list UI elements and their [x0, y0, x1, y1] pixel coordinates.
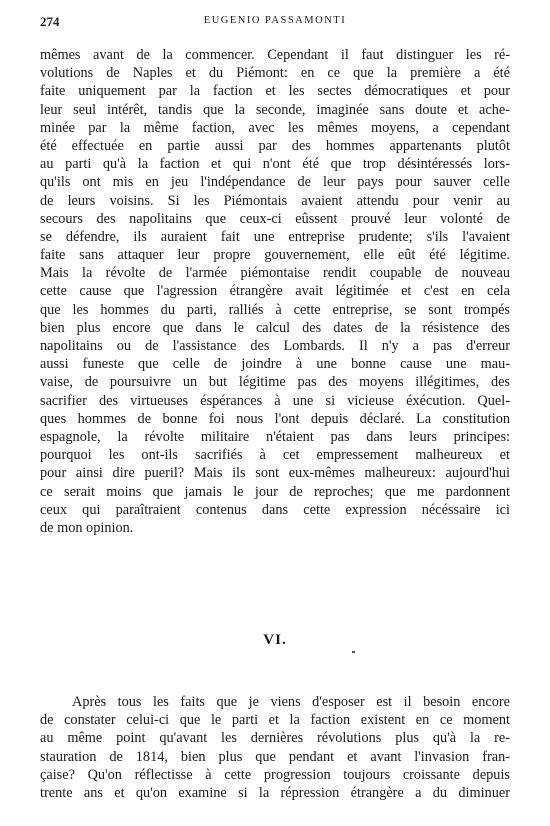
text-line: été effectuée en partie aussi par des hommes appartenants plutôt: [40, 137, 510, 154]
text-line: secours des napolitains que ceux-ci eûssent prouvé leur volonté de: [40, 210, 510, 227]
text-line: au parti qu'à la faction et qui n'ont été que trop désintéressés lors-: [40, 156, 510, 173]
text-line: de constater celui-ci que le parti et la faction existent en ce moment: [40, 712, 510, 729]
text-line: espagnole, la révolte militaire n'étaient pas dans leurs principes:: [40, 428, 510, 445]
text-line: ques hommes de bonne foi nous l'ont depuis déclaré. La constitution: [40, 410, 510, 427]
running-title: EUGENIO PASSAMONTI: [203, 15, 347, 26]
text-line: que les hommes du parti, ralliés à cette entreprise, se sont trompés: [40, 301, 510, 318]
text-line: ceux qui paraîtraient contenus dans cette expression nécéssaire ici: [40, 501, 510, 518]
text-line: ce serait moins que jamais le jour de reproches; que me pardonnent: [40, 483, 510, 500]
text-line: Après tous les faits que je viens d'esposer est il besoin encore: [72, 694, 510, 710]
text-line: sacrifier des virtueuses éspérances à une si vicieuse éxécution. Quel-: [40, 392, 510, 409]
paragraph-2: [40, 693, 510, 802]
text-line: volutions de Naples et du Piémont: en ce que la première a été: [40, 65, 510, 82]
text-line: qu'ils ont mis en jeu l'indépendance de leur pays pour sauver celle: [40, 174, 510, 191]
section-heading: VI.: [263, 632, 287, 648]
text-line: Mais la révolte de l'armée piémontaise rendit coupable de nouveau: [40, 265, 510, 282]
text-line: faite sans attaquer leur propre gouvernement, elle eût été légitime.: [40, 247, 510, 264]
text-line: cette cause que l'agression étrangère avait légitimée et c'est en cela: [40, 283, 510, 300]
text-line: stauration de 1814, bien plus que pendant et avant l'invasion fran-: [40, 748, 510, 765]
text-line: leur seul intérêt, tandis que la seconde, imaginée sans doute et ache-: [40, 101, 510, 118]
text-line: vaise, de poursuivre un but légitime pas des moyens illégitimes, des: [40, 374, 510, 391]
text-line: faite uniquement par la faction et les sectes démocratiques et pour: [40, 83, 510, 100]
text-line: au même point qu'avant les dernières révolutions plus qu'à la re-: [40, 730, 510, 747]
text-line: de mon opinion.: [40, 519, 134, 536]
text-line: napolitains ou de l'assistance des Lombards. Il n'y a pas d'erreur: [40, 338, 510, 354]
text-line: pourquoi les ont-ils sacrifiés à cet empressement malheureux et: [40, 447, 510, 464]
page-number: 274: [40, 14, 60, 29]
text-line: se défendre, ils auraient fait une entreprise prudente; s'ils l'avaient: [40, 228, 510, 245]
text-line: çaise? Qu'on réflectisse à cette progression toujours croissante depuis: [40, 766, 510, 783]
text-line: bien plus encore que dans le calcul des dates de la résistence des: [40, 319, 510, 336]
text-line: trente ans et qu'on examine si la répression étrangère a du diminuer: [40, 784, 510, 801]
text-line: de leurs voisins. Si les Piémontais avaient attendu pour venir au: [40, 192, 510, 209]
paragraph-1: [40, 46, 510, 537]
text-line: mêmes avant de la commencer. Cependant il faut distinguer les ré-: [40, 47, 510, 63]
text-line: aussi funeste que celle de joindre à une bonne cause une mau-: [40, 356, 510, 373]
text-line: pour ainsi dire pueril? Mais ils sont eux-mêmes malheureux: aujourd'hui: [40, 465, 510, 482]
running-head: [40, 14, 510, 30]
stray-mark: [352, 651, 355, 653]
text-line: minée par la même faction, avec les mêmes moyens, a cependant: [40, 119, 510, 136]
